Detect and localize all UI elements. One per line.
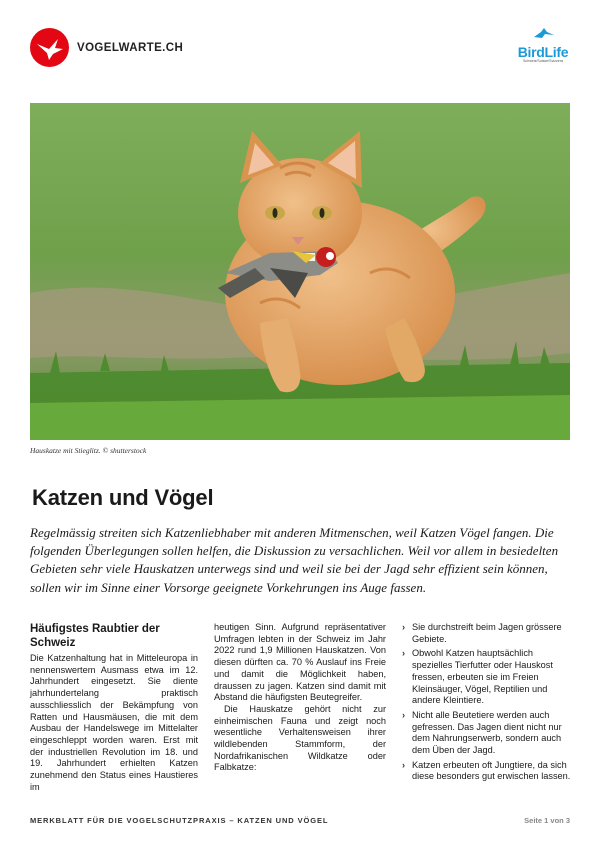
brand-name: VOGELWARTE.CH [77, 41, 184, 54]
text-column-3 [402, 622, 572, 786]
paragraph-2: Die Hauskatze gehört nicht zur einheimischen Fauna und zeigt noch wesentliche Verhaltensweisen ihrer wildlebenden Stammform, der Nordafrikanischen Wildkatze oder Falbkatze: [214, 703, 386, 773]
paragraph-1-part-b: heutigen Sinn. Aufgrund repräsentativer Umfragen lebten in der Schweiz im Jahr 2022 rund 1,9 Millionen Hauskatzen. Von diesen dürften ca. 70 % Auslauf ins Freie und damit die Möglichkeit haben, draussen zu jagen. Katzen sind damit mit Abstand die häufigsten Beutegreifer. [214, 622, 386, 703]
paragraph-1-part-a: Die Katzenhaltung hat in Mitteleuropa in nennenswertem Ausmass etwa im 12. Jahrhundert eingesetzt. Sie diente jahrhundertelang praktisch ausschliesslich der Bekämpfung von Ratten und Hausmäusen, die mit dem Ausbau der Handelswege im Mittelalter eingeschleppt worden waren. Erst mit der industriellen Revolution im 18. und 19. Jahrhundert erhielten Katzen zunehmend den Status eines Haustieres im [30, 653, 198, 792]
bullet-marker: › [402, 759, 406, 770]
bullet-marker: › [402, 622, 406, 632]
vogelwarte-logo[interactable] [30, 28, 183, 67]
bird-logo-icon [30, 28, 69, 67]
hero-photo [30, 103, 570, 440]
footer-title: MERKBLATT FÜR DIE VOGELSCHUTZPRAXIS – KATZEN UND VÖGEL [30, 816, 329, 825]
photo-caption: Hauskatze mit Stieglitz. © shutterstock [30, 446, 147, 455]
birdlife-subtitle: Schweiz/Suisse/Svizzera [523, 59, 563, 63]
bullet-marker: › [402, 709, 406, 720]
page-number: Seite 1 von 3 [524, 816, 570, 825]
list-item-text: Nicht alle Beutetiere werden auch gefressen. Das Jagen dient nicht nur dem Nahrungserwerb, sondern auch dem Üben der Jagd. [412, 709, 562, 756]
section-heading: Häufigstes Raubtier der Schweiz [30, 623, 160, 649]
bullet-list [402, 622, 572, 783]
list-item [402, 710, 572, 757]
list-item [402, 622, 572, 645]
list-item [402, 760, 572, 783]
list-item-text: Sie durchstreift beim Jagen grössere Gebiete. [412, 622, 562, 644]
text-column-1 [30, 622, 198, 793]
page-title: Katzen und Vögel [32, 485, 214, 510]
birdlife-bird-icon [514, 26, 572, 40]
list-item-text: Obwohl Katzen hauptsächlich spezielles Tierfutter oder Hauskost fressen, erbeuten sie im Freien Kleinsäuger, Vögel, Reptilien und andere Kleintiere. [412, 648, 553, 706]
intro-paragraph: Regelmässig streiten sich Katzenliebhaber mit anderen Mitmenschen, weil Katzen Vögel fangen. Die folgenden Überlegungen sollen helfen, die Diskussion zu versachlichen. Weil vor allem in besiedelten Gebieten sehr viele Hauskatzen unterwegs sind und weil sie bei der Jagd sehr effizient sein können, sollen wir im Sinne einer Vorsorge geeignete Vorkehrungen ins Auge fassen. [30, 525, 559, 595]
list-item-text: Katzen erbeuten oft Jungtiere, da sich diese besonders gut erwischen lassen. [412, 759, 571, 782]
text-column-2 [214, 622, 386, 774]
birdlife-logo[interactable] [514, 26, 572, 64]
birdlife-name: BirdLife [517, 44, 569, 60]
bullet-marker: › [402, 648, 406, 659]
list-item [402, 648, 572, 707]
